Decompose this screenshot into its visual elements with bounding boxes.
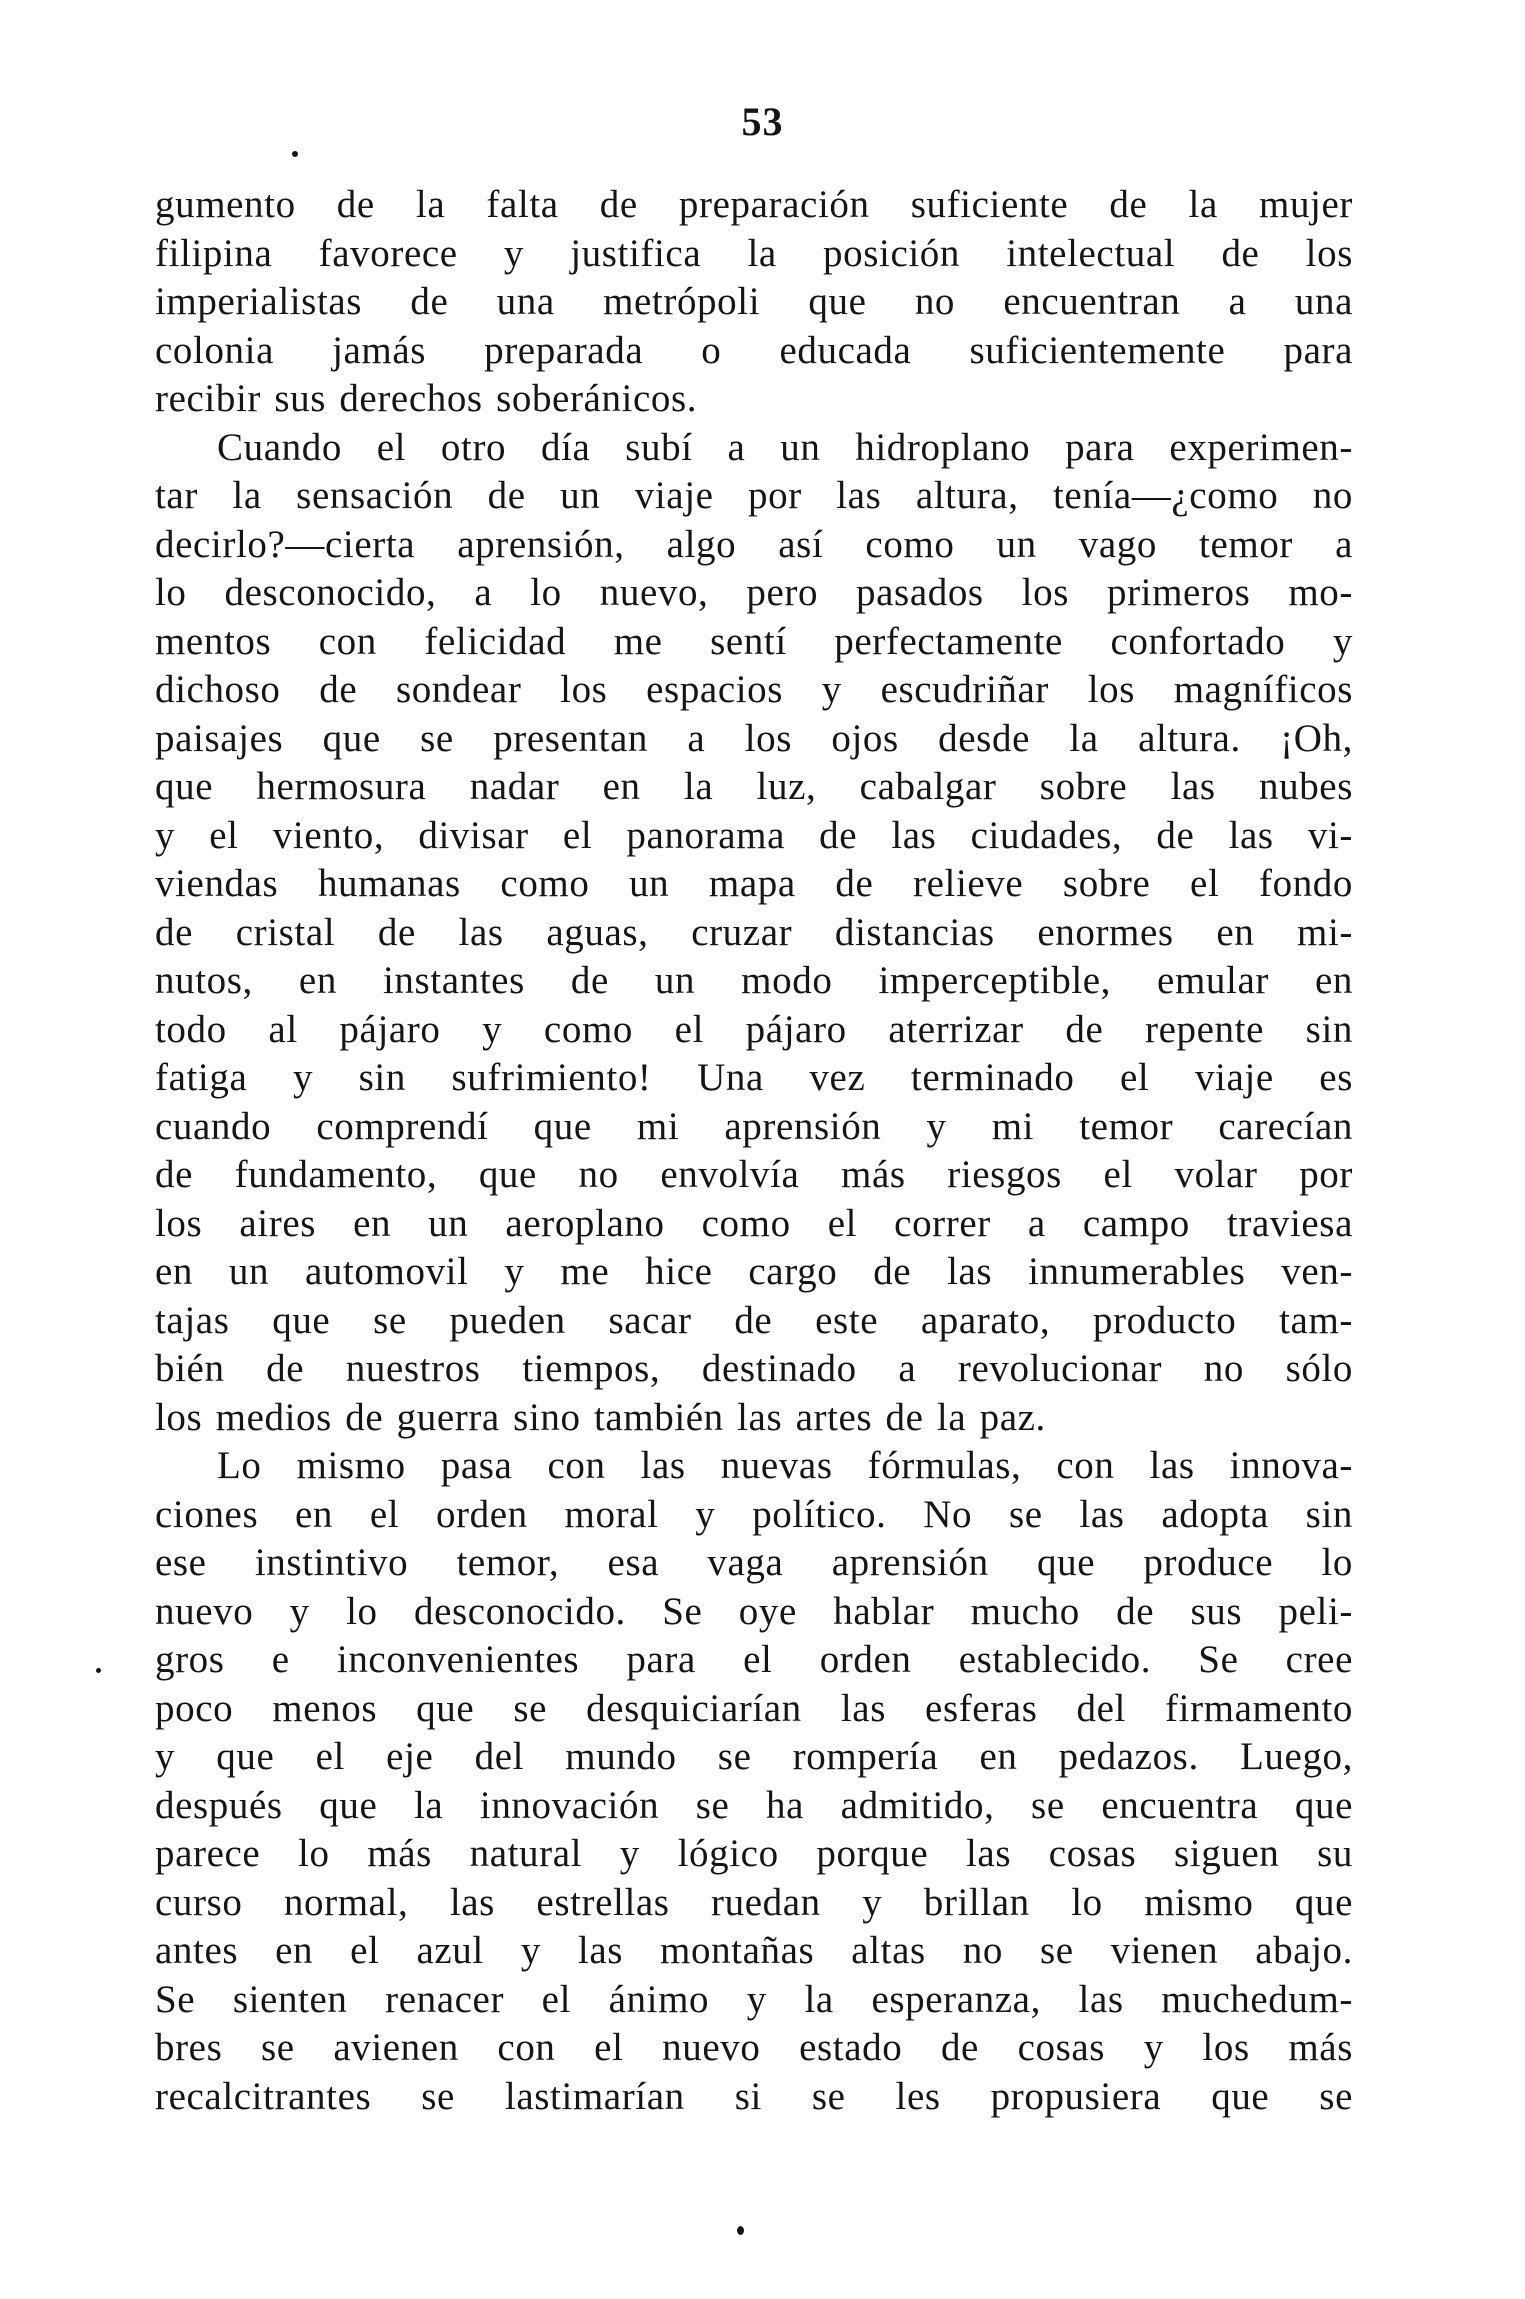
text-line: nutos, en instantes de un modo imperceptible, emular en <box>155 959 1353 1002</box>
text-line: todo al pájaro y como el pájaro aterrizar de repente sin <box>155 1007 1353 1051</box>
text-line: fatiga y sin sufrimiento! Una vez terminado el viaje es <box>155 1056 1353 1099</box>
text-line: nuevo y lo desconocido. Se oye hablar mucho de sus peli- <box>155 1589 1353 1633</box>
text-line: cuando comprendí que mi aprensión y mi temor carecían <box>155 1104 1353 1148</box>
page-number: 53 <box>741 99 784 144</box>
text-line: parece lo más natural y lógico porque las cosas siguen su <box>155 1832 1353 1875</box>
text-line: recibir sus derechos soberánicos. <box>155 377 698 420</box>
text-line: bién de nuestros tiempos, destinado a revolucionar no sólo <box>155 1347 1353 1390</box>
text-line: ese instintivo temor, esa vaga aprensión que produce lo <box>155 1541 1353 1584</box>
text-line: poco menos que se desquiciarían las esferas del firmamento <box>155 1686 1353 1730</box>
text-line: ciones en el orden moral y político. No se las adopta sin <box>155 1492 1353 1536</box>
text-line: filipina favorece y justifica la posición intelectual de los <box>155 231 1353 275</box>
text-line: imperialistas de una metrópoli que no encuentran a una <box>155 280 1353 323</box>
text-line: los medios de guerra sino también las artes de la paz. <box>155 1395 1046 1439</box>
text-line: los aires en un aeroplano como el correr a campo traviesa <box>155 1201 1353 1245</box>
text-line: recalcitrantes se lastimarían si se les propusiera que se <box>155 2074 1353 2118</box>
text-line: tar la sensación de un viaje por las altura, tenía—¿como no <box>155 474 1353 517</box>
text-line: colonia jamás preparada o educada suficientemente para <box>155 328 1353 372</box>
text-line: bres se avienen con el nuevo estado de cosas y los más <box>155 2026 1353 2069</box>
text-line: de cristal de las aguas, cruzar distancias enormes en mi- <box>155 910 1353 954</box>
ink-speck <box>737 2226 744 2235</box>
text-line: Lo mismo pasa con las nuevas fórmulas, con las innova- <box>217 1444 1353 1487</box>
text-line: paisajes que se presentan a los ojos desde la altura. ¡Oh, <box>155 716 1353 760</box>
text-line: gumento de la falta de preparación suficiente de la mujer <box>155 183 1353 226</box>
text-line: en un automovil y me hice cargo de las innumerables ven- <box>155 1250 1353 1293</box>
text-line: y que el eje del mundo se rompería en pedazos. Luego, <box>155 1735 1353 1778</box>
text-line: antes en el azul y las montañas altas no se vienen abajo. <box>155 1929 1353 1972</box>
ink-speck <box>292 151 298 157</box>
text-line: después que la innovación se ha admitido, se encuentra que <box>155 1783 1353 1827</box>
text-line: decirlo?—cierta aprensión, algo así como un vago temor a <box>155 522 1353 566</box>
text-line: y el viento, divisar el panorama de las ciudades, de las vi- <box>155 813 1353 857</box>
text-line: lo desconocido, a lo nuevo, pero pasados los primeros mo- <box>155 571 1353 614</box>
text-line: tajas que se pueden sacar de este aparato, producto tam- <box>155 1298 1353 1342</box>
text-line: dichoso de sondear los espacios y escudriñar los magníficos <box>155 668 1353 711</box>
text-line: que hermosura nadar en la luz, cabalgar sobre las nubes <box>155 765 1353 808</box>
ink-speck <box>96 1668 101 1673</box>
text-line: mentos con felicidad me sentí perfectamente confortado y <box>155 619 1353 663</box>
body-text <box>155 181 1353 2121</box>
text-line: Cuando el otro día subí a un hidroplano para experimen- <box>217 425 1353 469</box>
text-line: Se sienten renacer el ánimo y la esperanza, las muchedum- <box>155 1977 1353 2021</box>
text-line: viendas humanas como un mapa de relieve sobre el fondo <box>155 862 1353 905</box>
text-line: gros e inconvenientes para el orden establecido. Se cree <box>155 1638 1353 1681</box>
text-line: curso normal, las estrellas ruedan y brillan lo mismo que <box>155 1880 1353 1924</box>
text-line: de fundamento, que no envolvía más riesgos el volar por <box>155 1153 1353 1196</box>
